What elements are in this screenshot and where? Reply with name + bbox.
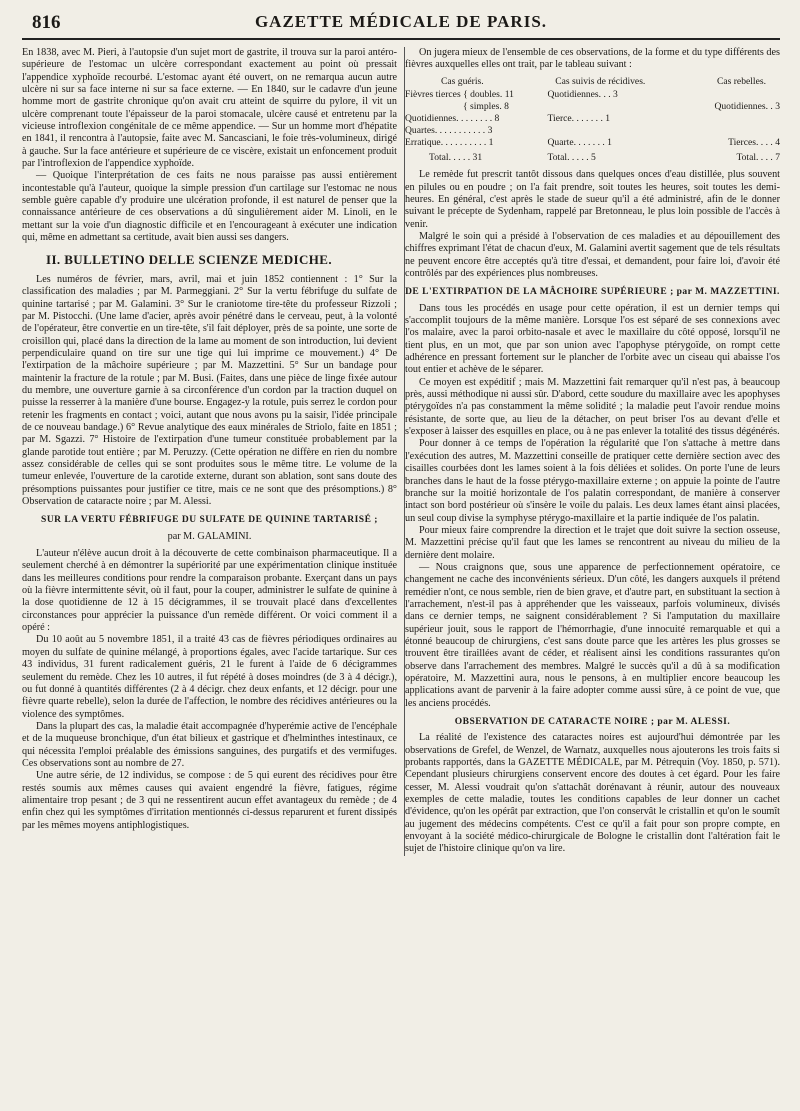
section-title: SUR LA VERTU FÉBRIFUGE DU SULFATE DE QUININE TARTARISÉ ;	[41, 515, 378, 526]
columns	[22, 47, 780, 856]
table-row: Fièvres tierces { doubles. 11 Quotidiennes. . . 3	[405, 89, 618, 101]
paragraph: L'auteur n'élève aucun droit à la découverte de cette combinaison pharmaceutique. Il a seulement cherché à en démontrer la supériorité par une expérimentation clinique instituée dans les meilleures conditions pour rendre la comparaison probante. Exerçant dans un pays où la fièvre intermittente sévit, où il faut, pour la couper, administrer le sulfate de quinine à la dose quotidienne de 12 à 15 décigrammes, il se trouvait placé dans d'excellentes circonstances pour apprécier la puissance d'un remède différent. Or voici comment il a opéré :	[22, 548, 397, 634]
paragraph: Pour donner à ce temps de l'opération la régularité que l'on s'attache à mettre dans l'exécution des autres, M. Mazzettini conseille de pratiquer cette dernière section avec des cisailles courbées dont les lames soient à la fois déliées et solides. On porte l'une de leurs branches dans le haut de la fosse ptérygo-maxillaire externe ; on appuie la pointe de l'autre branche sur la moitié horizontale de l'os palatin correspondant, de manière à conserver intact son bord postérieur où s'insère le voile du palais. Les deux lames étant ainsi placées, un seul coup divise la symphyse ptérygo-maxillaire et la partie indiquée de l'os palatin.	[405, 438, 780, 524]
page-number: 816	[32, 12, 61, 33]
right-column	[405, 47, 780, 856]
paragraph: Les numéros de février, mars, avril, mai et juin 1852 contiennent : 1° Sur la classification des maladies ; par M. Parmeggiani. 2° Sur la vertu fébrifuge du sulfate de quinine tartarisé ; par M. Galamini. 3° Sur le craniotome tire-tête du professeur Rizzoli ; par M. Pistocchi. (Une lame d'acier, après avoir pénétré dans le cerveau, peut, à la volonté de l'opérateur, être convertie en un tire-tête, s'il fait déployer, près de sa pointe, une sorte de croisillon qui, placé dans la direction de la lame au moment de son introduction, lui devient perpendiculaire quand on tire sur une tige qui lui imprime ce mouvement.) 4° De l'extirpation de la mâchoire supérieure ; par M. Mazzettini. 5° Sur un bandage pour maintenir la fracture de la rotule ; par M. Busi. (Faites, dans une pièce de linge fixée autour du membre, une ouverture garnie à sa circonférence d'un cordon par la traction duquel on puisse la resserrer à la manière d'une bourse. Engagez-y la rotule, puis serrez le cordon pour retenir les fragments en contact ; voici, autant que nous avons pu la saisir, l'idée principale de ce nouveau bandage.) 6° Revue analytique des eaux minérales de Striolo, faite en 1851 ; par M. Sgazzi. 7° Histoire de l'extirpation d'une tumeur constituée probablement par la glande parotide tout entière ; par M. Peruzzy. (Cette opération ne diffère en rien du nombre assez considérable de celles qui se sont produites sous le même titre. Le volume de la tumeur enlevée, l'ouverture de la carotide externe, durant son ablation, sont sans doute des présomptions puissantes pour justifier ce titre, mais ce ne sont que des présomptions.) 8° Observation de cataracte noire ; par M. Alessi.	[22, 273, 397, 508]
paragraph: Le remède fut prescrit tantôt dissous dans quelques onces d'eau distillée, plus souvent en pilules ou en poudre ; on l'a fait prendre, soit toutes les heures, soit toutes les demi-heures. En général, c'est après le stade de sueur qu'il a été administré, afin de le donner suivant le précepte de Sydenham, rappelé par Bretonneau, le plus loin possible de l'accès à venir.	[405, 169, 780, 230]
paragraph: Du 10 août au 5 novembre 1851, il a traité 43 cas de fièvres périodiques ordinaires au moyen du sulfate de quinine mélangé, à proportions égales, avec l'acide tartarique. Sur ces 43 individus, 31 furent radicalement guéris, 21 le furent à l'aide de 6 décigrammes seulement du remède. Chez les 10 autres, il fut répété à doses moindres (de 3 à 4 décigr.), ou fut donné à quantités différentes (2 à 4 décigr. chez deux enfants, et 12 décigr. pour une fièvre quarte rebelle), selon la durée de l'affection, le nombre des récidives antérieures ou la violence des symptômes.	[22, 634, 397, 720]
paragraph: En 1838, avec M. Pieri, à l'autopsie d'un sujet mort de gastrite, il trouva sur la paroi antéro-supérieure de l'estomac un ulcère correspondant exactement au point où pressait l'appendice xyphoïde recourbé. L'estomac ayant été ouvert, on ne remarqua aucun autre ulcère ni sur sa face interne ni sur sa face externe. — En 1840, sur le cadavre d'un jeune homme mort de gastrite chronique qu'on avait cru atteint de squirre du pylore, il vit un ulcère comprenant toute l'épaisseur de la paroi stomacale, ulcère causé et entretenu par la vicieuse introflexion congénitale de ce même appendice. — Sur un homme mort d'hépatite en 1841, il rencontra à l'autopsie, faite avec M. Sancasciani, le foie très-volumineux, dirigé à gauche. Sur la face antérieure et supérieure de ce viscère, existait un enfoncement produit par l'introflexion de l'appendice xyphoïde.	[22, 47, 397, 170]
results-table	[405, 76, 780, 165]
table-row: Erratique. . . . . . . . . . 1 Quarte. . . . . . . 1 Tierces. . . . 4	[405, 136, 780, 148]
table-header	[405, 76, 780, 88]
left-column	[22, 47, 405, 856]
section-title: OBSERVATION DE CATARACTE NOIRE ; par M. ALESSI.	[454, 717, 731, 728]
running-title: GAZETTE MÉDICALE DE PARIS.	[254, 12, 548, 31]
paragraph: — Nous craignons que, sous une apparence de perfectionnement opératoire, ce changement ne cache des inconvénients sérieux. D'un côté, les dangers auxquels il prétend remédier n'ont, ce nous semble, rien de bien grave, et d'autre part, en substituant la section à l'arrachement, n'est-il pas à appréhender que les vaisseaux, parfois volumineux, divisés dans ce dernier temps, ne saignent considérablement ? Si l'amputation du maxillaire supérieur jouit, sous le rapport de l'hémorrhagie, d'une innocuité remarquable et qui a étonné beaucoup de chirurgiens, c'est sans doute parce que les artères les plus grosses se trouvent être tiraillées avant de céder, et réalisent ainsi les conditions rassurantes qu'on observe dans l'arrachement des membres. Malgré le succès qu'il a dû à sa modification opératoire, M. Mazzettini aura, nous le pensons, à en multiplier encore beaucoup les applications avant de parvenir à la faire adopter comme aussi sûre, à ce point de vue, que les anciens procédés.	[405, 561, 780, 709]
table-total-row: Total. . . . . 31 Total. . . . . 5 Total. . . . 7	[429, 152, 780, 164]
paragraph: Ce moyen est expéditif ; mais M. Mazzettini fait remarquer qu'il n'est pas, à beaucoup près, aussi méthodique ni aussi sûr. D'abord, cette soudure du maxillaire avec les apophyses ptérygoïdes n'a pas constamment la même solidité ; la maladie peut l'avoir rendue moins résistante, de sorte que, au lieu de la détacher, on peut briser l'os au devant d'elle et s'exposer à laisser des esquilles en place, ou à ne pas enlever la totalité des tissus dégénérés.	[405, 376, 780, 438]
paragraph: Malgré le soin qui a présidé à l'observation de ces maladies et au dépouillement des chiffres exprimant l'état de chacun d'eux, M. Galamini avertit sagement que de tels résultats ne peuvent encore être acceptés qu'à titre d'essai, et demandent, pour faire loi, d'avoir été contrôlés par des expériences plus nombreuses.	[405, 230, 780, 280]
paragraph: — Quoique l'interprétation de ces faits ne nous paraisse pas aussi entièrement incontestable qu'à l'auteur, quoique la simple pression d'un cartilage sur l'estomac ne nous semble guère capable d'y produire une ulcération profonde, il est naturel de penser que la connaissance antérieure de ces observations a dû singulièrement aider M. Linoli, en le mettant sur la voie d'un diagnostic difficile et en l'encourageant à exécuter une indication qui, même en admettant sa certitude, avait bien aussi ses dangers.	[22, 170, 397, 244]
table-header-cell: Cas rebelles.	[716, 75, 766, 87]
table-row: Quartes. . . . . . . . . . . 3	[405, 124, 493, 136]
table-header-cell: Cas suivis de récidives.	[555, 75, 646, 87]
paragraph: Dans tous les procédés en usage pour cette opération, il est un dernier temps qui s'accomplit toujours de la même manière. Lorsque l'os est séparé de ses connexions avec l'os malaire, avec la paroi orbito-nasale et avec le maxillaire du côté opposé, lorsqu'il ne tient plus, en un mot, que par son union avec l'apophyse ptérygoïde, on rompt cette adhérence en pressant fortement sur le plancher de l'orbite avec un ciseau qui abaisse l'os tout entier et achève de le séparer.	[405, 302, 780, 376]
table-header-cell: Cas guéris.	[441, 75, 484, 87]
paragraph: On jugera mieux de l'ensemble de ces observations, de la forme et du type différents des fièvres auxquelles elles ont trait, par le tableau suivant :	[405, 47, 780, 71]
bulletin-heading: II. BULLETINO DELLE SCIENZE MEDICHE.	[46, 251, 333, 267]
section-author: par M. GALAMINI.	[167, 530, 252, 542]
paragraph: Une autre série, de 12 individus, se compose : de 5 qui eurent des récidives pour être restés soumis aux mêmes causes qui avaient engendré la fièvre, fatigues, régime alimentaire trop pesant ; de 3 qui ne ressentirent aucun effet avantageux du remède ; de 4 enfin chez qui les symptômes d'irritation mentionnés ci-dessus reparurent et furent dissipés par les mêmes moyens antiphlogistiques.	[22, 770, 397, 831]
paragraph: Pour mieux faire comprendre la direction et le trajet que doit suivre la section osseuse, M. Mazzettini précise qu'il faut que les lames se rencontrent au niveau du milieu de la dernière dent molaire.	[405, 524, 780, 561]
table-row: { simples. 8 Quotidiennes. . 3	[463, 101, 780, 113]
page-header	[22, 12, 780, 40]
paragraph: La réalité de l'existence des cataractes noires est aujourd'hui démontrée par les observations de Grefel, de Wenzel, de Warnatz, auxquelles nous ajouterons les trois faits si probants rapportés, dans la GAZETTE MÉDICALE, par M. Pétrequin (Voy. 1850, p. 571). Cependant plusieurs chirurgiens conservent encore des doutes à cet égard. Pour les faire cesser, M. Alessi voudrait qu'on s'attachât dorénavant à réunir, autour des nouveaux exemples de cette maladie, toutes les conditions capables de leur donner un cachet d'évidence, qu'on les opérât par extraction, que l'on conservât le cristallin et qu'on le soumît au jugement des médecins compétents. C'est ce qu'il a fait pour son propre compte, en envoyant à la société médico-chirurgicale de Bologne le cristallin dont l'altération fait le sujet de l'histoire clinique qu'on va lire.	[405, 732, 780, 855]
section-title: DE L'EXTIRPATION DE LA MÂCHOIRE SUPÉRIEURE ; par M. MAZZETTINI.	[405, 287, 780, 298]
table-row: Quotidiennes. . . . . . . . 8 Tierce. . . . . . . 1	[405, 113, 611, 125]
paragraph: Dans la plupart des cas, la maladie était accompagnée d'hyperémie active de l'encéphale et de la muqueuse bronchique, d'un état bilieux et gastrique et d'helminthes intestinaux, ce qui nécessita l'emploi préalable des émissions sanguines, des purgatifs et des vermifuges. Ces observations sont au nombre de 27.	[22, 720, 397, 769]
